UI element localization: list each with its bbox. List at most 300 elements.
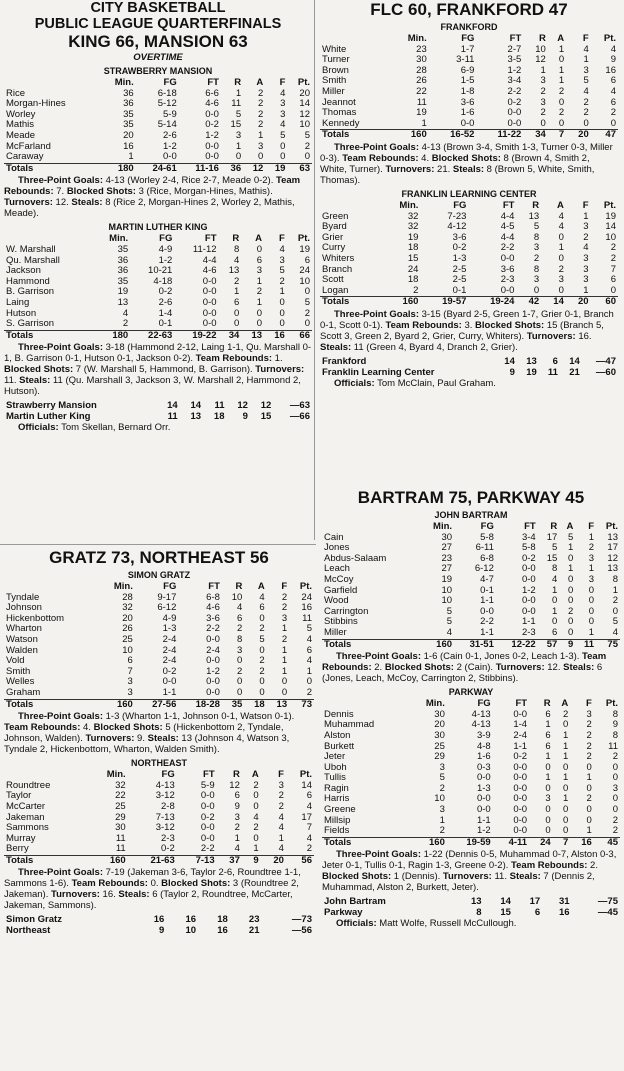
stat-cell: 1 [551, 605, 558, 617]
stat-cell: 0-3 [476, 761, 491, 773]
player-name: Greene [324, 804, 356, 816]
player-name: White [322, 43, 347, 55]
stat-cell: 2 [234, 822, 240, 834]
team-name: PARKWAY [448, 687, 494, 698]
stat-cell: 0 [253, 800, 259, 812]
totals-label: Totals [320, 130, 390, 141]
note-label: Steals: [19, 375, 51, 387]
player-row [4, 287, 312, 298]
stat-cell: 0 [279, 318, 285, 330]
line-score-team: Parkway [324, 907, 363, 919]
player-name: Byard [322, 221, 347, 233]
stat-cell: 1 [562, 793, 569, 805]
player-name: Hutson [6, 307, 37, 319]
stat-cell: 4-18 [153, 275, 173, 287]
stat-cell: 8 [551, 563, 558, 575]
player-name: Burkett [324, 740, 355, 752]
totals-cell: 19-24 [468, 297, 516, 308]
stat-cell: 4-9 [162, 612, 177, 624]
stat-cell: 22 [115, 790, 126, 802]
stat-cell: 6 [545, 740, 551, 752]
note-label: Team Rebounds: [195, 353, 273, 365]
header-cell: FG [477, 698, 491, 710]
player-name: Welles [6, 676, 35, 688]
player-row [322, 564, 620, 575]
note-text: 5 (Hickenbottom 2, Tyndale, Johnson, Walden). [4, 722, 284, 745]
stat-cell: 25 [434, 740, 445, 752]
stat-cell: 0-0 [513, 708, 528, 720]
stat-cell: 2 [281, 602, 288, 614]
stat-cell: 7-23 [447, 210, 467, 222]
totals-cell: 34 [523, 130, 548, 141]
stat-cell: 0-0 [200, 832, 215, 844]
totals-label: Totals [322, 837, 410, 848]
stat-cell: 3 [280, 98, 286, 110]
stat-cell: 1 [256, 296, 263, 308]
player-row [320, 265, 618, 276]
player-row [322, 773, 620, 784]
line-score-cell: —47 [595, 355, 616, 367]
stat-cell: 4 [583, 43, 589, 55]
stat-cell: 11 [231, 98, 242, 110]
note-label: Team Rebounds: [4, 175, 301, 198]
stat-cell: 1 [551, 584, 558, 596]
stat-cell: 1-1 [521, 616, 536, 628]
team-name: SIMON GRATZ [127, 570, 191, 580]
totals-cell: 16-52 [429, 130, 477, 141]
box-score-header [322, 522, 620, 533]
stat-cell: 0-0 [200, 790, 215, 802]
player-row [4, 802, 314, 813]
totals-cell: 57 [538, 639, 560, 650]
stat-cell: 0-0 [513, 772, 528, 784]
stat-cell: 19 [407, 231, 419, 243]
stat-cell: 36 [117, 265, 129, 277]
stat-cell: 1 [562, 772, 569, 784]
stat-cell: 4 [259, 591, 265, 603]
stat-cell: 0 [545, 782, 551, 794]
player-row [320, 87, 618, 98]
player-row [4, 298, 312, 309]
stat-cell: 0-0 [205, 108, 219, 120]
stat-cell: 0 [558, 117, 565, 129]
game-notes [4, 711, 314, 755]
stat-cell: 6 [259, 602, 265, 614]
stat-cell: 11 [608, 740, 618, 752]
box-score-table [4, 582, 314, 710]
stat-cell: 36 [123, 98, 134, 110]
player-name: Muhammad [324, 719, 375, 731]
line-score-cell: 9 [242, 411, 248, 423]
stat-cell: 4-6 [202, 265, 217, 277]
totals-cell: 9 [559, 639, 575, 650]
header-cell: Min. [433, 521, 453, 532]
note-text: 7 (Dennis 2, Muhammad, Alston 2, Burkett, Jeter). [322, 871, 595, 894]
stat-cell: 7 [610, 263, 616, 275]
stat-cell: 2 [237, 623, 243, 635]
line-score-cell: —56 [291, 925, 312, 937]
game-notes [320, 142, 618, 186]
stat-cell: 1 [545, 751, 551, 763]
totals-cell: 37 [217, 855, 242, 866]
stat-cell: 6 [234, 790, 240, 802]
stat-cell: 2 [306, 843, 312, 855]
note-text: 11. [491, 871, 510, 883]
stat-cell: 1 [558, 43, 565, 55]
stat-cell: 14 [299, 98, 310, 110]
stat-cell: 0-0 [521, 563, 536, 575]
player-name: Graham [6, 686, 41, 698]
totals-cell: 11-16 [179, 163, 221, 174]
player-row [4, 131, 312, 142]
totals-cell: 160 [420, 639, 454, 650]
stat-cell: 0-0 [507, 107, 522, 119]
stat-cell: 2 [253, 779, 259, 791]
stat-cell: 0 [233, 307, 240, 319]
stat-cell: 1 [562, 729, 569, 741]
stat-cell: 4-13 [471, 708, 491, 720]
player-name: Laing [6, 296, 30, 308]
note-text: 12. [544, 662, 564, 674]
stat-cell: 3 [439, 761, 445, 773]
note-label: Steals: [320, 341, 352, 353]
totals-cell: 14 [541, 297, 566, 308]
stat-cell: 4 [278, 822, 284, 834]
header-cell: A [566, 521, 574, 532]
stat-cell: 6-11 [475, 542, 494, 554]
stat-cell: 0 [256, 307, 263, 319]
totals-cell: 16 [264, 330, 287, 341]
player-row [4, 99, 312, 110]
stat-cell: 3 [583, 274, 589, 286]
player-row [320, 119, 618, 130]
officials-names: Matt Wolfe, Russell McCullough. [376, 918, 517, 930]
stat-cell: 12 [607, 552, 618, 564]
stat-cell: 7 [306, 822, 312, 834]
stat-cell: 0 [256, 243, 263, 255]
stat-cell: 2 [306, 686, 312, 698]
totals-cell: 7 [548, 130, 566, 141]
player-name: Whiters [322, 252, 355, 264]
player-name: Alston [324, 729, 351, 741]
stat-cell: 0 [257, 151, 264, 163]
stat-cell: 3 [439, 804, 445, 816]
totals-row [4, 163, 312, 174]
stat-cell: 3 [234, 811, 240, 823]
line-score-cell: —63 [289, 400, 310, 412]
stat-cell: 1-2 [476, 825, 491, 837]
header-cell: F [279, 77, 286, 88]
stat-cell: 3-12 [155, 790, 175, 802]
line-score-cell: 13 [190, 411, 202, 423]
stat-cell: 3-6 [460, 96, 475, 108]
stat-cell: 0 [545, 761, 551, 773]
player-row [4, 624, 314, 635]
player-name: McCoy [324, 573, 354, 585]
stat-cell: 19 [299, 243, 310, 255]
stat-cell: 0-2 [158, 286, 173, 298]
player-row [322, 720, 620, 731]
stat-cell: 0 [568, 626, 574, 638]
stat-cell: 4-4 [500, 231, 515, 243]
player-name: Grier [322, 231, 344, 243]
stat-cell: 4-9 [158, 243, 173, 255]
stat-cell: 0 [259, 676, 265, 688]
note-label: Three-Point Goals: [18, 175, 103, 187]
stat-cell: 6-12 [474, 563, 494, 575]
stat-cell: 7-13 [155, 811, 175, 823]
stat-cell: 1-6 [476, 751, 491, 763]
player-row [322, 628, 620, 639]
stat-cell: 32 [115, 779, 126, 791]
stat-cell: 2 [278, 790, 284, 802]
stat-cell: 1-2 [206, 665, 220, 677]
box-score-header [320, 34, 618, 45]
stat-cell: 30 [441, 531, 453, 543]
stat-cell: 15 [230, 119, 242, 131]
stat-cell: 2 [583, 107, 589, 119]
totals-cell: 19-59 [447, 837, 493, 848]
player-name: McCarter [6, 800, 46, 812]
stat-cell: 6 [306, 790, 312, 802]
stat-cell: 1-8 [460, 85, 475, 97]
totals-cell: 12-22 [496, 639, 538, 650]
stat-cell: 3 [540, 75, 546, 87]
stat-cell: 11 [302, 612, 312, 624]
stat-cell: 4 [253, 811, 259, 823]
note-label: Turnovers: [495, 662, 545, 674]
stat-cell: 2 [558, 107, 565, 119]
stat-cell: 0 [612, 761, 618, 773]
stat-cell: 0 [558, 284, 564, 296]
line-score-team: Franklin Learning Center [322, 366, 435, 378]
player-row [4, 245, 312, 256]
player-name: Uboh [324, 761, 347, 773]
stat-cell: 4 [583, 85, 589, 97]
line-score-cell: 11 [547, 366, 558, 378]
note-text: 7. [53, 186, 67, 198]
officials-label: Officials: [18, 422, 59, 434]
stat-cell: 1-5 [460, 75, 475, 87]
totals-row [320, 297, 618, 308]
stat-cell: 11-12 [192, 243, 217, 255]
stat-cell: 4 [583, 242, 589, 254]
stat-cell: 2-6 [163, 129, 177, 141]
stat-cell: 5 [439, 772, 445, 784]
stat-cell: 0-2 [521, 552, 536, 564]
stat-cell: 5 [568, 531, 574, 543]
officials-names: Tom McClain, Paul Graham. [374, 377, 496, 389]
stat-cell: 0-0 [513, 825, 528, 837]
note-text: 8 (Brown 4, Smith 2, White, Turner). [320, 152, 590, 175]
note-label: Turnovers: [51, 889, 100, 901]
player-name: Turner [322, 54, 350, 66]
stat-cell: 2 [281, 591, 288, 603]
note-label: Blocked Shots: [475, 319, 545, 331]
stat-cell: 3-9 [476, 729, 491, 741]
stat-cell: 4 [306, 655, 312, 667]
player-row [4, 142, 312, 153]
team-name: MARTIN LUTHER KING [108, 222, 208, 233]
stat-cell: 6 [545, 729, 551, 741]
stat-cell: 6 [256, 254, 263, 266]
player-row [4, 152, 312, 163]
stat-cell: 1-4 [513, 719, 528, 731]
stat-cell: 1 [612, 584, 618, 596]
stat-cell: 4 [558, 221, 564, 233]
stat-cell: 4-8 [476, 740, 491, 752]
header-player [320, 34, 390, 45]
stat-cell: 5 [612, 616, 618, 628]
note-text: 8 (Rice 2, Morgan-Hines 2, Worley 2, Mathis, Meade). [4, 197, 295, 220]
line-score-row [4, 925, 314, 936]
stat-cell: 0 [545, 814, 551, 826]
stat-cell: 0 [237, 686, 243, 698]
box-score-table [320, 34, 618, 141]
totals-cell: 4-11 [493, 837, 529, 848]
header-cell: A [257, 581, 265, 592]
header-cell: F [281, 581, 288, 592]
stat-cell: 5 [583, 75, 589, 87]
stat-cell: 15 [407, 252, 419, 264]
header-cell: Pt. [603, 199, 616, 211]
line-score-team: Northeast [6, 925, 51, 937]
line-score-cell: 14 [167, 400, 178, 412]
box-score-header [322, 699, 620, 710]
stat-cell: 1-2 [521, 584, 536, 596]
note-text: 2. [587, 860, 598, 872]
line-score-cell: 12 [260, 400, 272, 412]
player-row [322, 752, 620, 763]
player-row [322, 742, 620, 753]
stat-cell: 12 [229, 779, 240, 791]
officials-label: Officials: [334, 377, 375, 389]
header-cell: A [251, 769, 259, 781]
stat-cell: 10 [231, 591, 243, 603]
stat-cell: 3-12 [155, 822, 175, 834]
stat-cell: 0-0 [205, 151, 219, 163]
totals-cell: 36 [221, 163, 243, 174]
stat-cell: 3 [612, 782, 618, 794]
stat-cell: 9 [610, 54, 616, 66]
stat-cell: 36 [117, 254, 129, 266]
line-score-row [4, 400, 312, 411]
stat-cell: 1 [235, 87, 242, 99]
player-name: Carrington [324, 605, 369, 617]
stat-cell: 1 [558, 242, 564, 254]
box-score-table [322, 699, 620, 848]
stat-cell: 1 [583, 210, 589, 222]
player-name: Smith [6, 665, 31, 677]
stat-cell: 5 [304, 129, 310, 141]
player-row [4, 120, 312, 131]
header-player [4, 78, 101, 89]
stat-cell: 3 [586, 708, 592, 720]
header-cell: Pt. [603, 33, 616, 44]
team-name: STRAWBERRY MANSION [103, 66, 213, 76]
totals-cell: 180 [94, 330, 130, 341]
stat-cell: 0 [233, 318, 240, 330]
stat-cell: 2-5 [452, 263, 467, 275]
stat-cell: 0 [568, 552, 574, 564]
header-cell: A [557, 33, 565, 44]
player-name: Cain [324, 531, 344, 543]
stat-cell: 17 [546, 531, 558, 543]
line-score-table [4, 914, 314, 936]
stat-cell: 19 [605, 210, 616, 222]
note-label: Blocked Shots: [384, 662, 454, 674]
totals-cell: 19-57 [420, 297, 468, 308]
stat-cell: 4-5 [500, 221, 515, 233]
game-headline: BARTRAM 75, PARKWAY 45 [357, 488, 585, 507]
note-label: Blocked Shots: [66, 186, 136, 198]
stat-cell: 6 [233, 296, 240, 308]
note-label: Blocked Shots: [322, 871, 392, 883]
note-label: Team Rebounds: [322, 651, 607, 674]
stat-cell: 2-6 [158, 296, 173, 308]
stat-cell: 3 [558, 274, 564, 286]
stat-cell: 0 [281, 676, 288, 688]
stat-cell: 4 [234, 843, 240, 855]
header-cell: R [550, 521, 558, 532]
player-row [322, 607, 620, 618]
stat-cell: 0 [280, 140, 286, 152]
stat-cell: 5-14 [157, 119, 177, 131]
totals-cell: 22-63 [130, 330, 174, 341]
stat-cell: 32 [407, 221, 419, 233]
stat-cell: 0-0 [513, 761, 528, 773]
player-row [320, 222, 618, 233]
totals-cell: 35 [222, 699, 244, 710]
box-score-table [4, 770, 314, 866]
header-player [4, 582, 99, 593]
header-cell: Min. [109, 233, 129, 245]
stat-cell: 0 [568, 584, 574, 596]
note-label: Three-Point Goals: [334, 308, 419, 320]
stat-cell: 1-1 [480, 626, 494, 638]
stat-cell: 0-0 [521, 595, 536, 607]
stat-cell: 26 [122, 623, 133, 635]
player-name: Smith [322, 75, 347, 87]
stat-cell: 5 [279, 265, 285, 277]
player-row [4, 844, 314, 855]
line-score-cell: 9 [509, 366, 515, 378]
player-name: Ragin [324, 782, 349, 794]
stat-cell: 4-12 [447, 221, 467, 233]
stat-cell: 27 [441, 563, 453, 575]
stat-cell: 0 [304, 318, 310, 330]
stat-cell: 2-4 [162, 633, 177, 645]
stat-cell: 0 [588, 595, 595, 607]
player-row [4, 823, 314, 834]
player-name: Tyndale [6, 591, 40, 603]
stat-cell: 24 [301, 591, 312, 603]
stat-cell: 2 [256, 286, 263, 298]
stat-cell: 0-2 [161, 843, 175, 855]
totals-cell: 7-13 [177, 855, 217, 866]
stat-cell: 6 [610, 75, 616, 87]
stat-cell: 4 [446, 626, 453, 638]
stat-cell: 1-2 [158, 254, 173, 266]
stat-cell: 0-0 [206, 655, 220, 667]
game-headline: CITY BASKETBALL [90, 0, 226, 16]
stat-cell: 0 [259, 644, 265, 656]
stat-cell: 0 [259, 686, 265, 698]
player-name: Wharton [6, 623, 42, 635]
stat-cell: 2-5 [452, 274, 467, 286]
note-label: Team Rebounds: [71, 878, 148, 890]
stat-cell: 0-0 [500, 284, 515, 296]
